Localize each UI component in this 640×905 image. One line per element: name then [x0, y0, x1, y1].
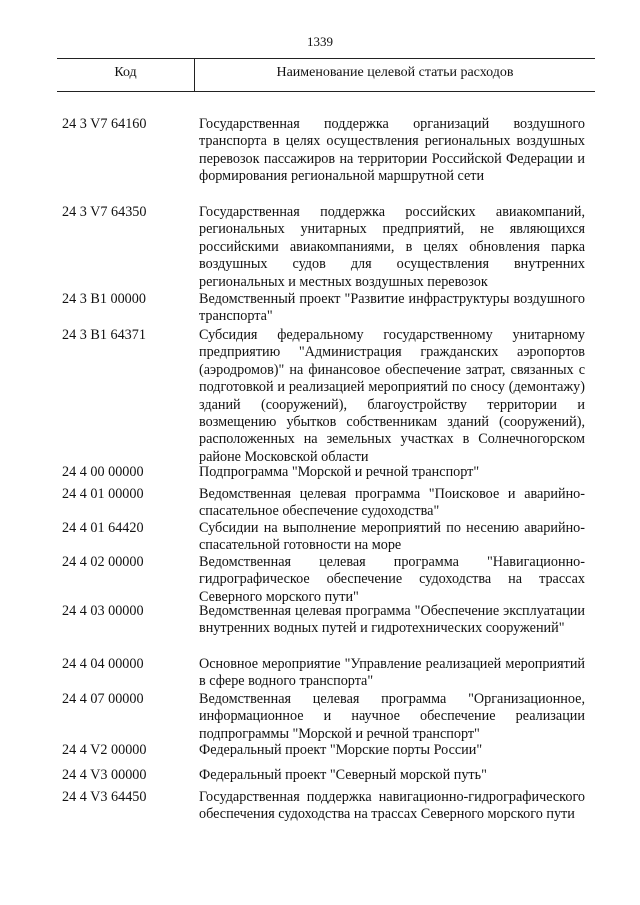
- row-name: Государственная поддержка организаций воздушного транспорта в целях осуществления региональных воздушных перевозок пассажиров на территории Российской Федерации и формирования региональной маршрутной сети: [199, 116, 585, 185]
- row-name: Ведомственная целевая программа "Навигационно-гидрографическое обеспечение судоходства на трассах Северного морского пути": [199, 554, 585, 605]
- row-code: 24 4 04 00000: [62, 656, 144, 672]
- row-code: 24 3 V7 64350: [62, 204, 147, 220]
- row-name: Субсидия федеральному государственному унитарному предприятию "Администрация гражданских аэропортов (аэродромов)" на финансовое обеспечение затрат, связанных с подготовкой и реализацией мероприятий по сносу (демонтажу) зданий (сооружений), благоустройству территории и возмещению убытков собственникам зданий (сооружений), расположенных на земельных участках в Солнечногорском районе Московской области: [199, 327, 585, 465]
- row-code: 24 4 01 64420: [62, 520, 144, 536]
- row-name: Государственная поддержка российских авиакомпаний, региональных унитарных предприятий, не являющихся российскими авиакомпаниями, в целях обновления парка воздушных судов для осуществления внутренних региональных и местных воздушных перевозок: [199, 204, 585, 290]
- row-name: Ведомственный проект "Развитие инфраструктуры воздушного транспорта": [199, 291, 585, 325]
- header-name: Наименование целевой статьи расходов: [276, 65, 514, 80]
- row-code: 24 4 02 00000: [62, 554, 144, 570]
- row-code: 24 4 07 00000: [62, 691, 144, 707]
- row-code: 24 3 B1 00000: [62, 291, 146, 307]
- row-name: Ведомственная целевая программа "Поисковое и аварийно-спасательное обеспечение судоходства": [199, 486, 585, 520]
- row-name: Подпрограмма "Морской и речной транспорт": [199, 464, 480, 480]
- row-name: Ведомственная целевая программа "Обеспечение эксплуатации внутренних водных путей и гидротехнических сооружений": [199, 603, 585, 637]
- row-name: Ведомственная целевая программа "Организационное, информационное и научное обеспечение реализации подпрограммы "Морской и речной транспорт": [199, 691, 585, 742]
- row-code: 24 4 V2 00000: [62, 742, 147, 758]
- row-code: 24 4 V3 64450: [62, 789, 147, 805]
- row-code: 24 3 V7 64160: [62, 116, 147, 132]
- row-name: Федеральный проект "Северный морской путь": [199, 767, 487, 783]
- table-header: [57, 58, 595, 92]
- row-code: 24 4 V3 00000: [62, 767, 147, 783]
- header-code: Код: [57, 59, 195, 91]
- row-code: 24 4 00 00000: [62, 464, 144, 480]
- row-code: 24 4 03 00000: [62, 603, 144, 619]
- row-name: Федеральный проект "Морские порты России": [199, 742, 483, 758]
- row-name: Основное мероприятие "Управление реализацией мероприятий в сфере водного транспорта": [199, 656, 585, 690]
- page-number: 1339: [307, 34, 333, 49]
- row-name: Субсидии на выполнение мероприятий по несению аварийно-спасательной готовности на море: [199, 520, 585, 554]
- row-code: 24 3 B1 64371: [62, 327, 146, 343]
- row-name: Государственная поддержка навигационно-гидрографического обеспечения судоходства на трассах Северного морского пути: [199, 789, 585, 823]
- row-code: 24 4 01 00000: [62, 486, 144, 502]
